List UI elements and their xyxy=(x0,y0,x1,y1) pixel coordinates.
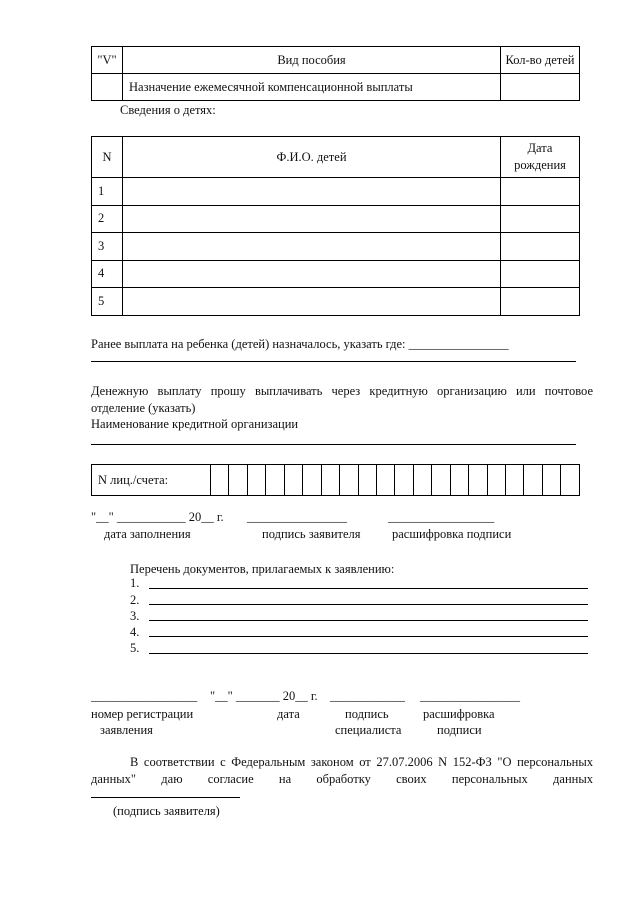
row-number: 2 xyxy=(92,205,123,233)
child-dob-cell[interactable] xyxy=(501,288,580,316)
account-number-table xyxy=(91,464,580,496)
account-digit-cell[interactable] xyxy=(561,465,580,496)
child-dob-cell[interactable] xyxy=(501,233,580,261)
child-dob-cell[interactable] xyxy=(501,178,580,206)
account-digit-cell[interactable] xyxy=(432,465,450,496)
account-digit-cell[interactable] xyxy=(303,465,321,496)
table-row xyxy=(92,205,580,233)
child-name-cell[interactable] xyxy=(123,233,501,261)
payment-request-line1: Денежную выплату прошу выплачивать через кредитную организацию или почтовое xyxy=(91,384,593,398)
account-digit-cell[interactable] xyxy=(211,465,229,496)
account-digit-cell[interactable] xyxy=(358,465,376,496)
consent-signature-line[interactable] xyxy=(91,797,240,798)
benefit-name-cell: Назначение ежемесячной компенсационной выплаты xyxy=(123,74,501,101)
child-name-cell[interactable] xyxy=(123,260,501,288)
account-label: N лиц./счета: xyxy=(92,465,211,496)
col-dob-header: Дата рождения xyxy=(501,137,580,178)
children-count-cell[interactable] xyxy=(501,74,580,101)
children-section-label: Сведения о детях: xyxy=(120,103,216,117)
doc-number: 3. xyxy=(130,609,140,623)
child-dob-cell[interactable] xyxy=(501,260,580,288)
specialist-signature-field[interactable]: ____________ xyxy=(330,689,405,703)
applicant-signature-field[interactable]: ________________ xyxy=(247,510,347,524)
doc-line[interactable] xyxy=(149,636,588,637)
child-dob-cell[interactable] xyxy=(501,205,580,233)
consent-signature-label: (подпись заявителя) xyxy=(113,804,220,818)
account-digit-cell[interactable] xyxy=(247,465,265,496)
label-signature-decode: расшифровка подписи xyxy=(392,527,512,541)
label-registration-number: номер регистрации xyxy=(91,707,194,721)
label-specialist-decode-2: подписи xyxy=(437,723,482,737)
account-digit-cell[interactable] xyxy=(395,465,413,496)
account-digit-cell[interactable] xyxy=(469,465,487,496)
doc-number: 4. xyxy=(130,625,140,639)
credit-org-label: Наименование кредитной организации xyxy=(91,417,299,431)
col-children-count-header: Кол-во детей xyxy=(501,47,580,74)
account-digit-cell[interactable] xyxy=(413,465,431,496)
account-digit-cell[interactable] xyxy=(376,465,394,496)
child-name-cell[interactable] xyxy=(123,288,501,316)
row-number: 4 xyxy=(92,260,123,288)
table-row xyxy=(92,260,580,288)
account-digit-cell[interactable] xyxy=(487,465,505,496)
table-row xyxy=(92,178,580,206)
account-digit-cell[interactable] xyxy=(542,465,560,496)
child-name-cell[interactable] xyxy=(123,178,501,206)
doc-line[interactable] xyxy=(149,653,588,654)
col-benefit-header: Вид пособия xyxy=(123,47,501,74)
account-digit-cell[interactable] xyxy=(340,465,358,496)
consent-line1: В соответствии с Федеральным законом от 27.07.2006 N 152-ФЗ "О персональных xyxy=(130,755,593,769)
doc-line[interactable] xyxy=(149,604,588,605)
doc-number: 5. xyxy=(130,641,140,655)
registration-number-field[interactable]: _________________ xyxy=(91,689,198,703)
account-digit-cell[interactable] xyxy=(284,465,302,496)
previous-payment-line[interactable] xyxy=(91,361,576,362)
children-table xyxy=(91,136,580,316)
account-digit-cell[interactable] xyxy=(524,465,542,496)
specialist-decode-field[interactable]: ________________ xyxy=(420,689,520,703)
doc-line[interactable] xyxy=(149,620,588,621)
account-digit-cell[interactable] xyxy=(506,465,524,496)
signature-decode-field[interactable]: _________________ xyxy=(388,510,495,524)
col-fio-header: Ф.И.О. детей xyxy=(123,137,501,178)
registration-date-field[interactable]: "__" _______ 20__ г. xyxy=(210,689,318,703)
table-row xyxy=(92,233,580,261)
label-fill-date: дата заполнения xyxy=(104,527,191,541)
label-specialist-signature: подпись xyxy=(345,707,389,721)
account-digit-cell[interactable] xyxy=(321,465,339,496)
label-specialist-decode: расшифровка xyxy=(423,707,495,721)
doc-number: 2. xyxy=(130,593,140,607)
account-digit-cell[interactable] xyxy=(266,465,284,496)
label-registration-number-2: заявления xyxy=(100,723,153,737)
label-registration-date: дата xyxy=(277,707,300,721)
payment-request-line2: отделение (указать) xyxy=(91,401,196,415)
doc-number: 1. xyxy=(130,576,140,590)
benefit-check-cell[interactable] xyxy=(92,74,123,101)
benefit-table xyxy=(91,46,580,101)
account-digit-cell[interactable] xyxy=(229,465,247,496)
previous-payment-text: Ранее выплата на ребенка (детей) назначалось, указать где: ________________ xyxy=(91,337,509,351)
credit-org-line[interactable] xyxy=(91,444,576,445)
label-specialist-signature-2: специалиста xyxy=(335,723,402,737)
col-check-header: "V" xyxy=(92,47,123,74)
row-number: 5 xyxy=(92,288,123,316)
consent-line2: данных" даю согласие на обработку своих персональных данных xyxy=(91,772,593,786)
table-row xyxy=(92,288,580,316)
doc-line[interactable] xyxy=(149,588,588,589)
row-number: 3 xyxy=(92,233,123,261)
documents-heading: Перечень документов, прилагаемых к заявлению: xyxy=(130,562,395,576)
col-n-header: N xyxy=(92,137,123,178)
fill-date-field[interactable]: "__" ___________ 20__ г. xyxy=(91,510,224,524)
label-applicant-signature: подпись заявителя xyxy=(262,527,361,541)
account-digit-cell[interactable] xyxy=(450,465,468,496)
child-name-cell[interactable] xyxy=(123,205,501,233)
row-number: 1 xyxy=(92,178,123,206)
